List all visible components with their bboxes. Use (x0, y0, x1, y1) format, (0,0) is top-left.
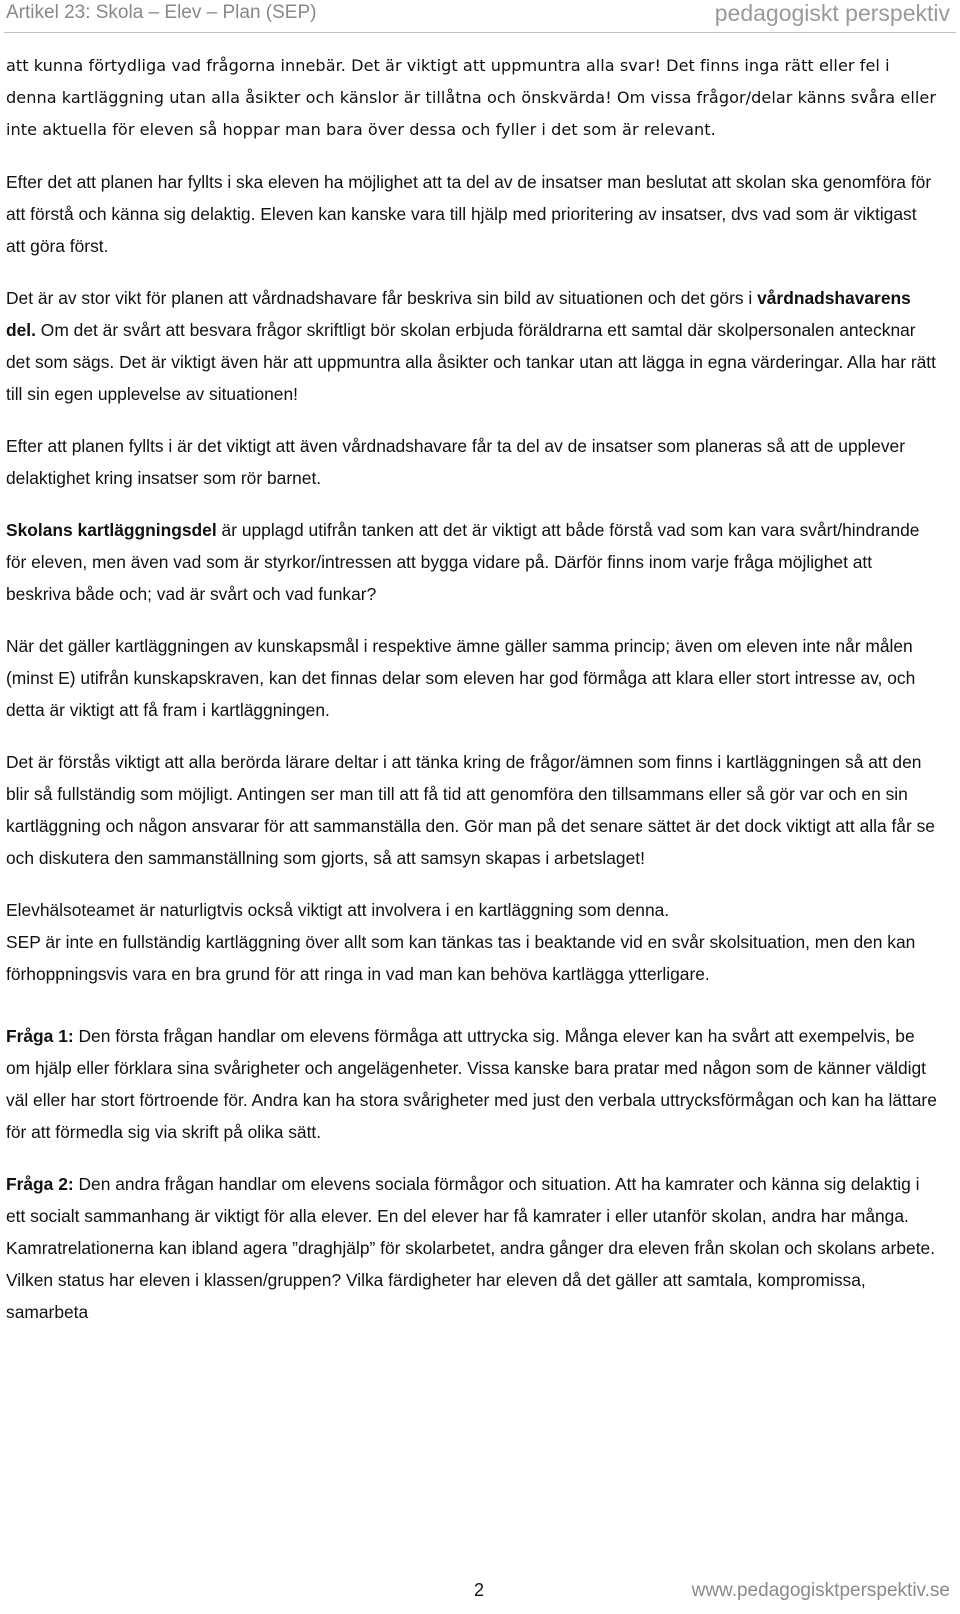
paragraph: När det gäller kartläggningen av kunskapsmål i respektive ämne gäller samma princip; även om eleven inte når målen (minst E) utifrån kunskapskraven, kan det finnas delar som eleven har god förmåga att klara eller stort intresse av, och detta är viktigt att få fram i kartläggningen. (6, 636, 916, 720)
paragraph-text: Om det är svårt att besvara frågor skriftligt bör skolan erbjuda föräldrarna ett samtal där skolpersonalen antecknar det som sägs. Det är viktigt även här att uppmuntra alla åsikter och tankar utan att lägga in egna värderingar. Alla har rätt till sin egen upplevelse av situationen! (6, 320, 936, 404)
page-footer (0, 1574, 960, 1610)
paragraph-text: Den andra frågan handlar om elevens sociala förmågor och situation. Att ha kamrater och känna sig delaktig i ett socialt sammanhang är viktigt för alla elever. En del elever har få kamrater i eller utanför skolan, andra har många. Kamratrelationerna kan ibland agera ”draghjälp” för skolarbetet, andra gånger dra eleven från skolan och skolans arbete. Vilken status har eleven i klassen/gruppen? Vilka färdigheter har eleven då det gäller att samtala, kompromissa, samarbeta (6, 1174, 936, 1322)
header-divider (4, 32, 956, 33)
paragraph (6, 1020, 938, 1148)
paragraph-text: Den första frågan handlar om elevens förmåga att uttrycka sig. Många elever kan ha svårt att exempelvis, be om hjälp eller förklara sina svårigheter och angelägenheter. Vissa kanske bara pratar med någon som de känner väldigt väl eller har stort förtroende för. Andra kan ha stora svårigheter med just den verbala uttrycksförmågan och kan ha lättare för att förmedla sig via skrift på olika sätt. (6, 1026, 937, 1142)
bold-term: vårdnadshavarens del. (6, 288, 911, 340)
header-title: Artikel 23: Skola – Elev – Plan (SEP) (6, 2, 317, 23)
question-label: Fråga 1: (6, 1026, 74, 1046)
page-header (0, 0, 960, 30)
article-body (6, 50, 938, 1348)
paragraph (6, 282, 938, 410)
paragraph (6, 1168, 938, 1328)
header-brand: pedagogiskt perspektiv (714, 0, 950, 26)
paragraph: Efter att planen fyllts i är det viktigt att även vårdnadshavare får ta del av de insatser som planeras så att de upplever delaktighet kring insatser som rör barnet. (6, 436, 906, 488)
footer-url: www.pedagogisktperspektiv.se (691, 1580, 950, 1601)
paragraph: att kunna förtydliga vad frågorna innebär. Det är viktigt att uppmuntra alla svar! Det finns inga rätt eller fel i denna kartläggning utan alla åsikter och känslor är tillåtna och önskvärda! Om vissa frågor/delar känns svåra eller inte aktuella för eleven så hoppar man bara över dessa och fyller i det som är relevant. (6, 56, 936, 139)
paragraph: SEP är inte en fullständig kartläggning över allt som kan tänkas tas i beaktande vid en svår skolsituation, men den kan förhoppningsvis vara en bra grund för att ringa in vad man kan behöva kartlägga ytterligare. (6, 932, 916, 984)
paragraph: Efter det att planen har fyllts i ska eleven ha möjlighet att ta del av de insatser man beslutat att skolan ska genomföra för att förstå och känna sig delaktig. Eleven kan kanske vara till hjälp med prioritering av insatser, dvs vad som är viktigast att göra först. (6, 172, 932, 256)
paragraph (6, 514, 938, 610)
paragraph-text: Det är av stor vikt för planen att vårdnadshavare får beskriva sin bild av situationen och det görs i (6, 288, 758, 308)
bold-term: Skolans kartläggningsdel (6, 520, 217, 540)
question-label: Fråga 2: (6, 1174, 74, 1194)
paragraph-text: är upplagd utifrån tanken att det är viktigt att både förstå vad som kan vara svårt/hindrande för eleven, men även vad som är styrkor/intressen att bygga vidare på. Därför finns inom varje fråga möjlighet att beskriva både och; vad är svårt och vad funkar? (6, 520, 920, 604)
paragraph: Elevhälsoteamet är naturligtvis också viktigt att involvera i en kartläggning som denna. (6, 900, 670, 920)
page-number: 2 (474, 1580, 485, 1600)
paragraph: Det är förstås viktigt att alla berörda lärare deltar i att tänka kring de frågor/ämnen som finns i kartläggningen så att den blir så fullständig som möjligt. Antingen ser man till att få tid att genomföra den tillsammans eller så gör var och en sin kartläggning och någon ansvarar för att sammanställa den. Gör man på det senare sättet är det dock viktigt att alla får se och diskutera den sammanställning som gjorts, så att samsyn skapas i arbetslaget! (6, 752, 935, 868)
